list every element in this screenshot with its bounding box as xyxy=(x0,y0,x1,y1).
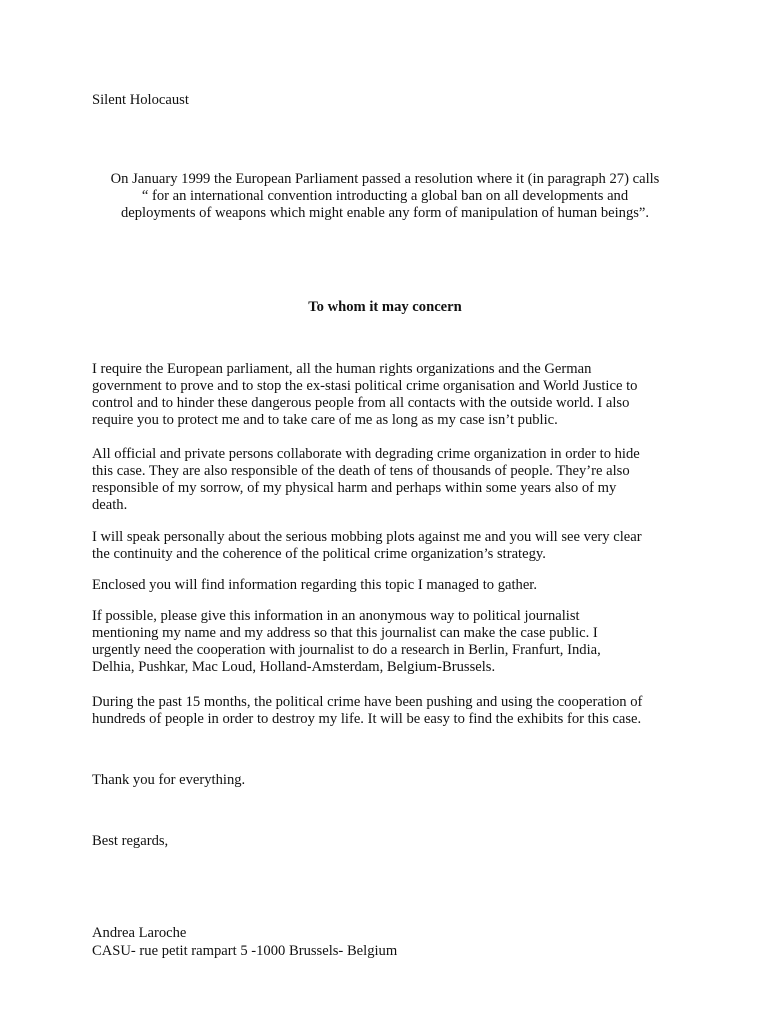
document-title xyxy=(92,92,682,109)
body-paragraph-3 xyxy=(92,529,682,563)
paragraph-line: I will speak personally about the serious mobbing plots against me and you will see very clear xyxy=(92,529,642,545)
closing-thanks xyxy=(92,772,682,789)
paragraph-line: Enclosed you will find information regarding this topic I managed to gather. xyxy=(92,577,538,593)
signature-name-text: Andrea Laroche xyxy=(92,925,187,941)
document-title-text: Silent Holocaust xyxy=(92,92,189,108)
paragraph-line: mentioning my name and my address so that this journalist can make the case public. I xyxy=(92,625,598,641)
resolution-line: On January 1999 the European Parliament passed a resolution where it (in paragraph 27) calls xyxy=(110,171,660,187)
salutation-heading xyxy=(80,299,690,316)
paragraph-line: this case. They are also responsible of the death of tens of thousands of people. They’re also xyxy=(92,463,630,479)
paragraph-line: require you to protect me and to take care of me as long as my case isn’t public. xyxy=(92,412,558,428)
paragraph-line: control and to hinder these dangerous people from all contacts with the outside world. I also xyxy=(92,395,630,411)
resolution-line: “ for an international convention introducting a global ban on all developments and xyxy=(141,188,629,204)
body-paragraph-6 xyxy=(92,694,682,728)
paragraph-line: During the past 15 months, the political crime have been pushing and using the cooperation of xyxy=(92,694,643,710)
body-paragraph-1 xyxy=(92,361,682,429)
paragraph-line: urgently need the cooperation with journalist to do a research in Berlin, Franfurt, India, xyxy=(92,642,601,658)
body-paragraph-4 xyxy=(92,577,682,594)
paragraph-line: government to prove and to stop the ex-stasi political crime organisation and World Justice to xyxy=(92,378,638,394)
resolution-quote xyxy=(80,171,690,222)
paragraph-line: death. xyxy=(92,497,128,513)
signature-name xyxy=(92,925,682,942)
body-paragraph-5 xyxy=(92,608,682,676)
body-paragraph-2 xyxy=(92,446,682,514)
salutation-text: To whom it may concern xyxy=(308,299,462,315)
signature-address-text: CASU- rue petit rampart 5 -1000 Brussels- Belgium xyxy=(92,943,398,959)
paragraph-line: All official and private persons collaborate with degrading crime organization in order to hide xyxy=(92,446,640,462)
paragraph-line: If possible, please give this information in an anonymous way to political journalist xyxy=(92,608,580,624)
closing-regards xyxy=(92,833,682,850)
paragraph-line: the continuity and the coherence of the political crime organization’s strategy. xyxy=(92,546,546,562)
closing-regards-text: Best regards, xyxy=(92,833,169,849)
signature-address xyxy=(92,943,682,960)
paragraph-line: responsible of my sorrow, of my physical harm and perhaps within some years also of my xyxy=(92,480,617,496)
resolution-line: deployments of weapons which might enable any form of manipulation of human beings”. xyxy=(120,205,650,221)
paragraph-line: I require the European parliament, all the human rights organizations and the German xyxy=(92,361,592,377)
paragraph-line: Delhia, Pushkar, Mac Loud, Holland-Amsterdam, Belgium-Brussels. xyxy=(92,659,496,675)
closing-thanks-text: Thank you for everything. xyxy=(92,772,246,788)
paragraph-line: hundreds of people in order to destroy my life. It will be easy to find the exhibits for this case. xyxy=(92,711,642,727)
